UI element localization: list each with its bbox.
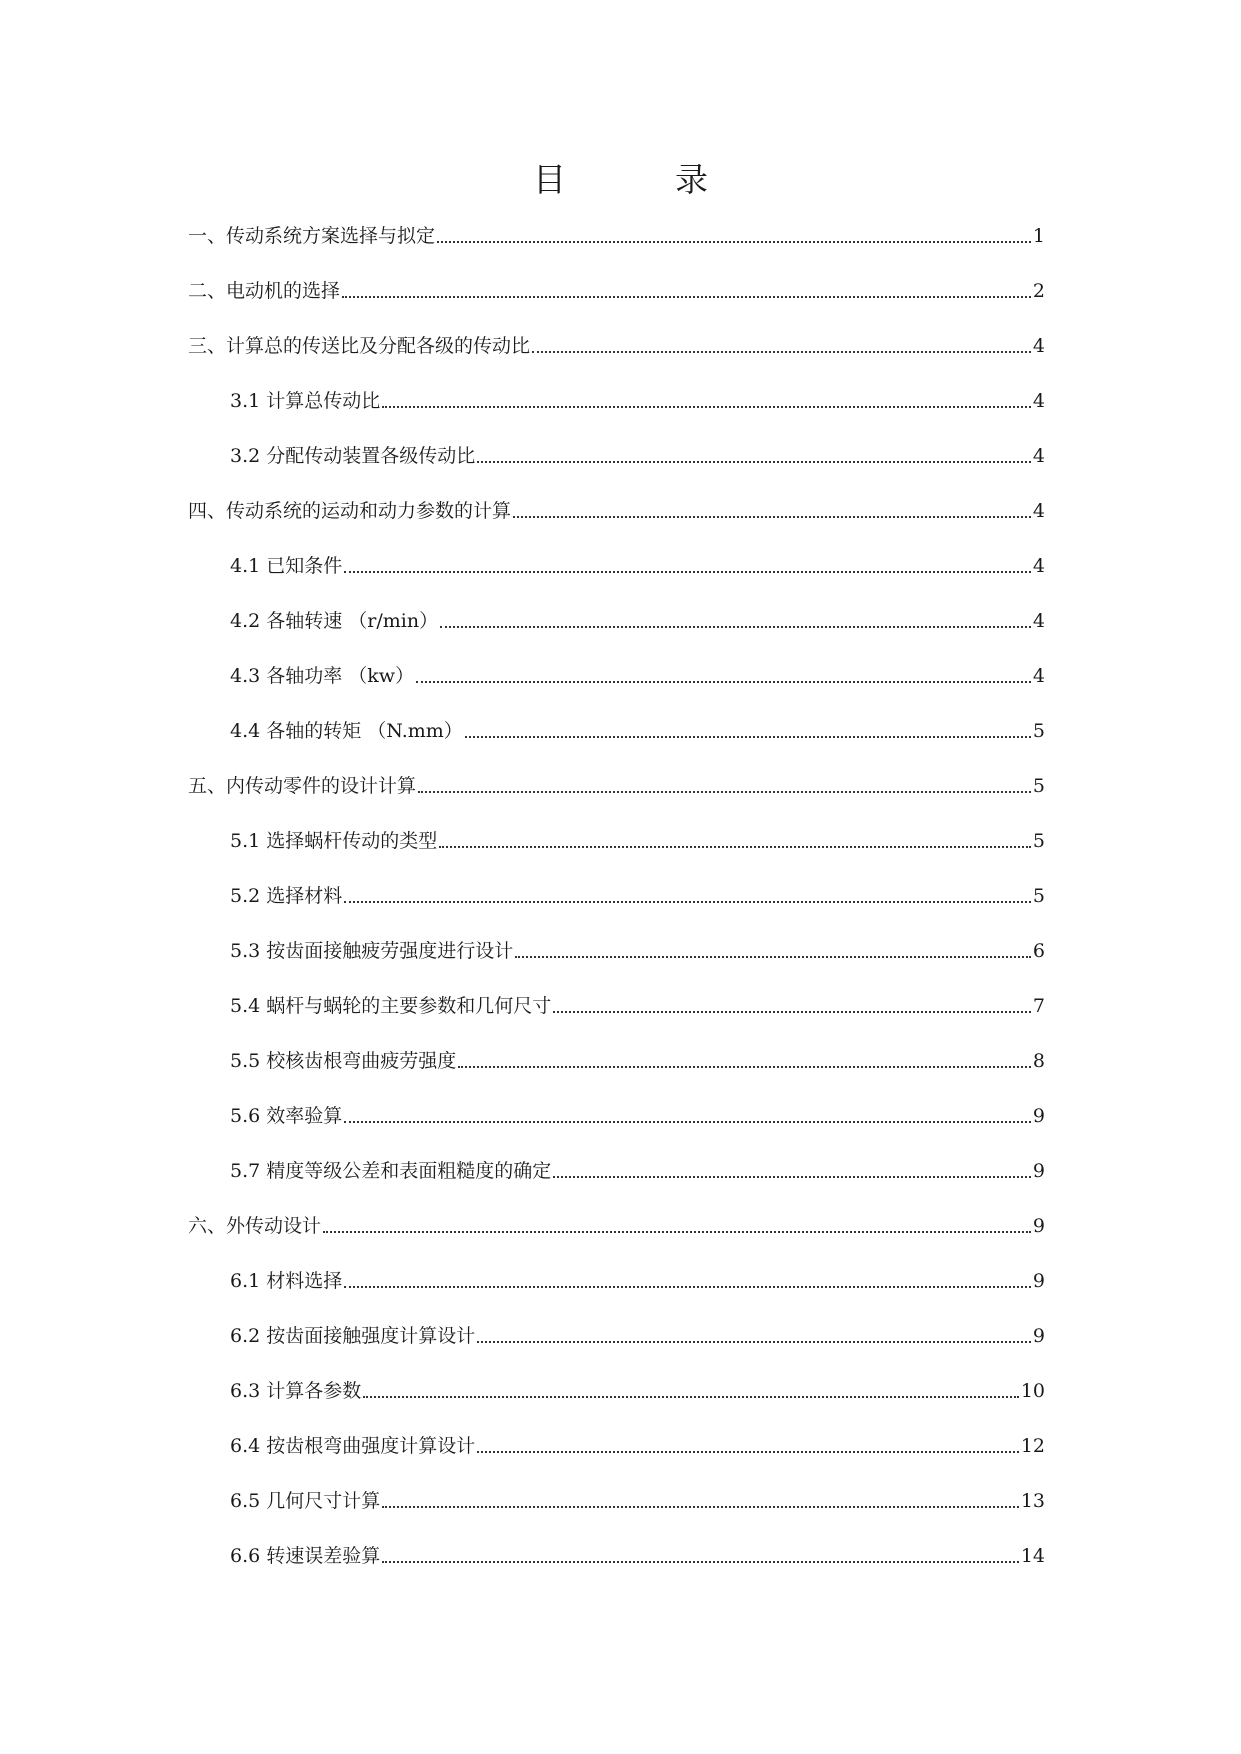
- toc-entry-page-number: 13: [1020, 1490, 1045, 1512]
- toc-entry[interactable]: [188, 333, 1045, 359]
- dot-leader: [439, 846, 1031, 848]
- toc-entry[interactable]: [188, 1213, 1045, 1239]
- toc-entry-label: 三、计算总的传送比及分配各级的传动比: [188, 335, 531, 357]
- toc-entry[interactable]: [230, 883, 1045, 909]
- toc-entry-label: 6.1 材料选择: [230, 1270, 343, 1292]
- dot-leader: [323, 1231, 1031, 1233]
- toc-entry-label: 六、外传动设计: [188, 1215, 322, 1237]
- page-title: 目 录: [533, 160, 746, 199]
- toc-entry-page-number: 10: [1020, 1380, 1045, 1402]
- toc-entry[interactable]: [230, 1268, 1045, 1294]
- dot-leader: [515, 956, 1031, 958]
- toc-entry-page-number: 4: [1032, 445, 1045, 467]
- toc-entry-label: 五、内传动零件的设计计算: [188, 775, 417, 797]
- dot-leader: [532, 351, 1031, 353]
- toc-entry[interactable]: [230, 553, 1045, 579]
- toc-entry-page-number: 9: [1032, 1270, 1045, 1292]
- toc-entry[interactable]: [230, 1323, 1045, 1349]
- toc-entry-page-number: 5: [1032, 830, 1045, 852]
- toc-entry[interactable]: [230, 1158, 1045, 1184]
- dot-leader: [382, 1506, 1019, 1508]
- toc-entry-page-number: 1: [1032, 225, 1045, 247]
- dot-leader: [553, 1011, 1031, 1013]
- dot-leader: [465, 736, 1031, 738]
- toc-entry[interactable]: [188, 278, 1045, 304]
- toc-entry[interactable]: [230, 388, 1045, 414]
- toc-entry-label: 5.2 选择材料: [230, 885, 343, 907]
- dot-leader: [440, 626, 1031, 628]
- dot-leader: [416, 681, 1031, 683]
- toc-entry-label: 一、传动系统方案选择与拟定: [188, 225, 436, 247]
- dot-leader: [344, 901, 1031, 903]
- toc-entry-page-number: 4: [1032, 555, 1045, 577]
- toc-entry-page-number: 4: [1032, 500, 1045, 522]
- dot-leader: [458, 1066, 1031, 1068]
- dot-leader: [418, 791, 1031, 793]
- toc-entry-label: 5.4 蜗杆与蜗轮的主要参数和几何尺寸: [230, 995, 552, 1017]
- dot-leader: [344, 1121, 1031, 1123]
- toc-entry-label: 3.1 计算总传动比: [230, 390, 381, 412]
- toc-entry-page-number: 6: [1032, 940, 1045, 962]
- toc-entry[interactable]: [230, 938, 1045, 964]
- toc-entry-label: 6.6 转速误差验算: [230, 1545, 381, 1567]
- dot-leader: [382, 406, 1031, 408]
- dot-leader: [382, 1561, 1019, 1563]
- dot-leader: [344, 1286, 1031, 1288]
- toc-entry[interactable]: [230, 663, 1045, 689]
- toc-entry[interactable]: [230, 608, 1045, 634]
- toc-entry-label: 6.5 几何尺寸计算: [230, 1490, 381, 1512]
- toc-entry-page-number: 4: [1032, 335, 1045, 357]
- toc-entry[interactable]: [230, 828, 1045, 854]
- toc-entry-label: 6.4 按齿根弯曲强度计算设计: [230, 1435, 476, 1457]
- toc-entry[interactable]: [188, 498, 1045, 524]
- toc-entry[interactable]: [230, 1433, 1045, 1459]
- toc-entry-label: 四、传动系统的运动和动力参数的计算: [188, 500, 512, 522]
- toc-entry-page-number: 9: [1032, 1215, 1045, 1237]
- toc-entry-label: 4.4 各轴的转矩 （N.mm）: [230, 720, 463, 742]
- toc-entry-page-number: 2: [1032, 280, 1045, 302]
- toc-entry-page-number: 7: [1032, 995, 1045, 1017]
- dot-leader: [437, 241, 1031, 243]
- toc-entry[interactable]: [230, 1543, 1045, 1569]
- toc-entry-label: 二、电动机的选择: [188, 280, 341, 302]
- toc-entry-label: 5.3 按齿面接触疲劳强度进行设计: [230, 940, 514, 962]
- toc-entry-page-number: 14: [1020, 1545, 1045, 1567]
- toc-entry-label: 5.7 精度等级公差和表面粗糙度的确定: [230, 1160, 552, 1182]
- toc-entry-page-number: 9: [1032, 1160, 1045, 1182]
- toc-entry-page-number: 12: [1020, 1435, 1045, 1457]
- toc-entry-label: 4.2 各轴转速 （r/min）: [230, 610, 439, 632]
- toc-entry-label: 6.3 计算各参数: [230, 1380, 362, 1402]
- dot-leader: [363, 1396, 1019, 1398]
- toc-entry[interactable]: [230, 1103, 1045, 1129]
- toc-entry-page-number: 4: [1032, 610, 1045, 632]
- toc-entry-page-number: 8: [1032, 1050, 1045, 1072]
- toc-entry-page-number: 5: [1032, 720, 1045, 742]
- toc-entry[interactable]: [230, 718, 1045, 744]
- dot-leader: [513, 516, 1031, 518]
- toc-entry[interactable]: [230, 1378, 1045, 1404]
- toc-entry[interactable]: [188, 773, 1045, 799]
- toc-entry-label: 5.1 选择蜗杆传动的类型: [230, 830, 438, 852]
- dot-leader: [477, 1341, 1031, 1343]
- toc-entry-label: 3.2 分配传动装置各级传动比: [230, 445, 476, 467]
- dot-leader: [477, 461, 1031, 463]
- toc-entry[interactable]: [230, 1048, 1045, 1074]
- dot-leader: [477, 1451, 1019, 1453]
- toc-entry-page-number: 4: [1032, 390, 1045, 412]
- toc-entry-label: 5.5 校核齿根弯曲疲劳强度: [230, 1050, 457, 1072]
- toc-entry-page-number: 9: [1032, 1325, 1045, 1347]
- toc-entry-label: 5.6 效率验算: [230, 1105, 343, 1127]
- dot-leader: [553, 1176, 1031, 1178]
- toc-entry-label: 4.3 各轴功率 （kw）: [230, 665, 415, 687]
- toc-entry[interactable]: [188, 223, 1045, 249]
- toc-entry-label: 6.2 按齿面接触强度计算设计: [230, 1325, 476, 1347]
- toc-entry-page-number: 5: [1032, 885, 1045, 907]
- toc-entry-page-number: 9: [1032, 1105, 1045, 1127]
- toc-entry[interactable]: [230, 1488, 1045, 1514]
- dot-leader: [344, 571, 1031, 573]
- toc-entry-page-number: 4: [1032, 665, 1045, 687]
- toc-entry[interactable]: [230, 443, 1045, 469]
- toc-entry-page-number: 5: [1032, 775, 1045, 797]
- dot-leader: [342, 296, 1031, 298]
- toc-entry[interactable]: [230, 993, 1045, 1019]
- toc-entry-label: 4.1 已知条件: [230, 555, 343, 577]
